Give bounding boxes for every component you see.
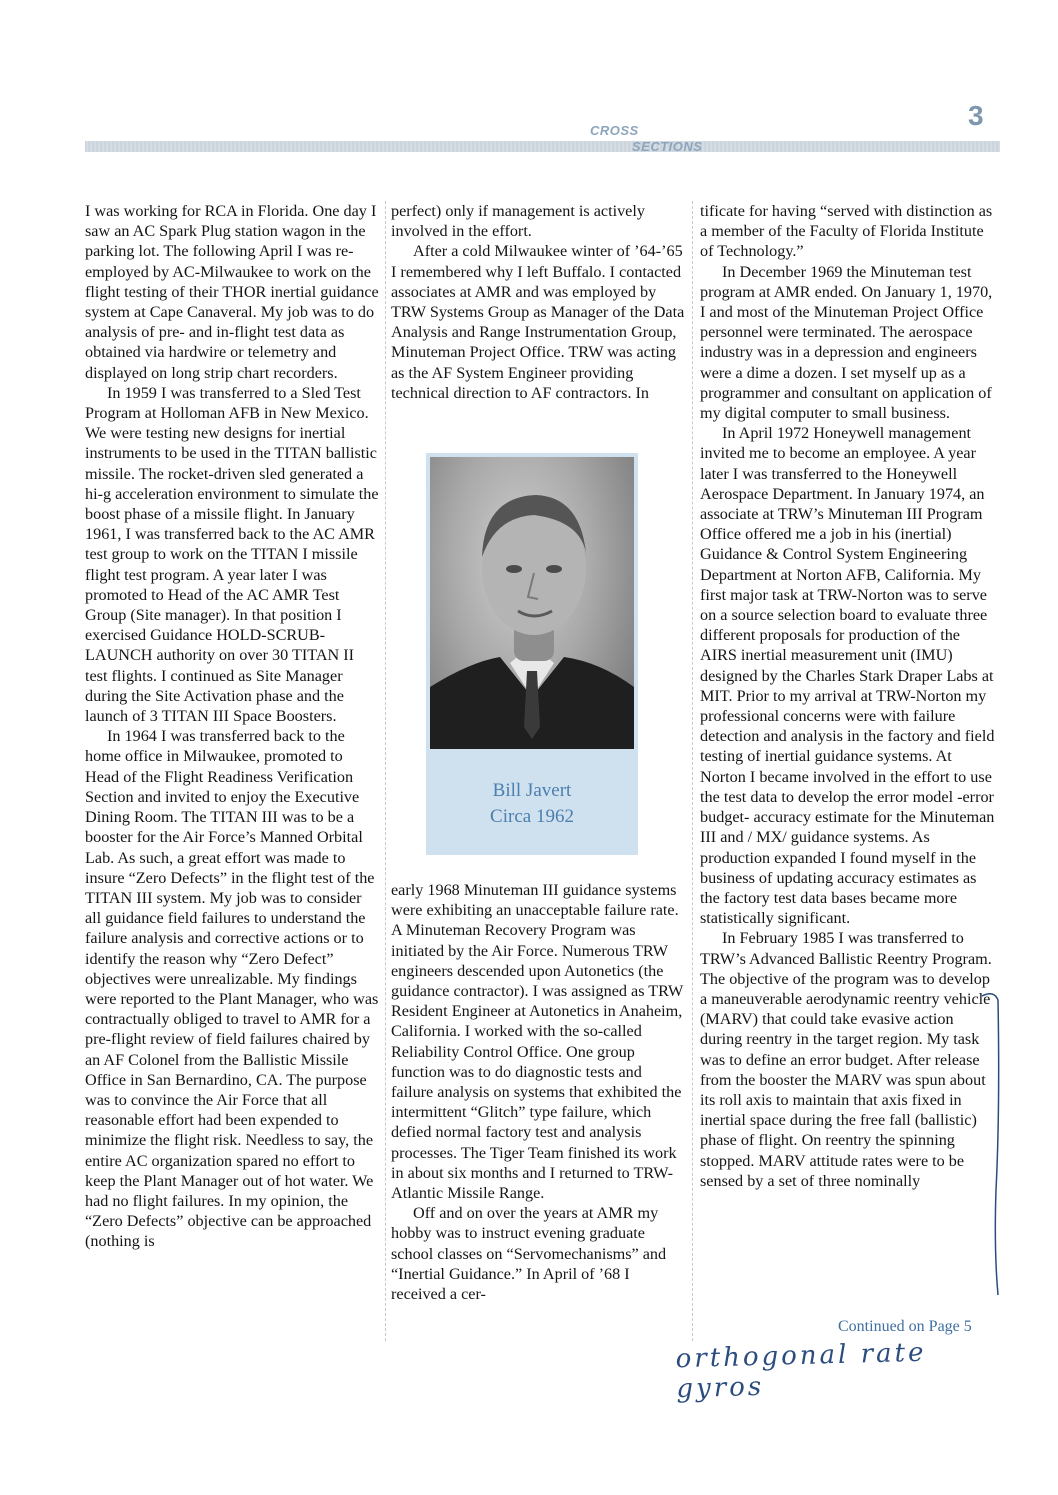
paragraph: In 1959 I was transferred to a Sled Test Program at Holloman AFB in New Mexico. We were testing new designs for inertial instruments to be used in the TITAN ballistic missile. The rocket-driven sled generated a hi-g acceleration environment to simulate the boost phase of a missile flight. In January 1961, I was transferred back to the AC AMR test group to work on the TITAN I missile flight test program. A year later I was promoted to Head of the AC AMR Test Group (Site manager). In that position I exercised Guidance HOLD-SCRUB-LAUNCH authority on over 30 TITAN II test flights. I continued as Site Manager during the Site Activation phase and the launch of 3 TITAN III Space Boosters. — [85, 383, 379, 726]
handwritten-annotation: orthogonal rate gyros — [675, 1337, 927, 1405]
paragraph: In December 1969 the Minuteman test program at AMR ended. On January 1, 1970, I and most of the Minuteman Project Office personnel were terminated. The aerospace industry was in a depression and engineers were a dime a dozen. I set myself up as a programmer and consultant on application of my digital computer to small business. — [700, 262, 993, 423]
photo-caption-name: Bill Javert — [492, 780, 572, 801]
portrait-photo — [430, 457, 634, 749]
paragraph: In 1964 I was transferred back to the home office in Milwaukee, promoted to Head of the Flight Readiness Verification Section and invited to enjoy the Executive Dining Room. The TITAN III was to be a booster for the Air Force’s Manned Orbital Lab. As such, a great effort was made to insure “Zero Defects” in the flight test of the TITAN III system. My job was to consider all guidance field failures to understand the failure analysis and corrective actions or to identify the reason why “Zero Defect” objectives were unrealizable. My findings were reported to the Plant Manager, who was contractually obliged to travel to AMR for a pre-flight review of field failures chaired by an AF Colonel from the Ballistic Missile Office in San Bernardino, CA. The purpose was to convince the Air Force that all reasonable effort had been expended to minimize the flight risk. Needless to say, the entire AC organization spared no effort to keep the Plant Manager out of hot water. We had no flight failures. In my opinion, the “Zero Defects” objective can be approached (nothing is — [85, 727, 379, 1251]
column-divider — [692, 201, 693, 1341]
article-column-1 — [85, 201, 379, 1252]
paragraph: Off and on over the years at AMR my hobby was to instruct evening graduate school classes on “Servomechanisms” and “Inertial Guidance.” In April of ’68 I received a cer- — [391, 1204, 667, 1304]
article-column-3 — [700, 201, 996, 1191]
paragraph: In February 1985 I was transferred to TRW’s Advanced Ballistic Reentry Program. The objective of the program was to develop a maneuverable aerodynamic reentry vehicle (MARV) that could take evasive action during reentry in the target region. My task was to define an error budget. After release from the booster the MARV was spun about its roll axis to maintain that axis fixed in inertial space during the free fall (ballistic) phase of flight. On reentry the spinning stopped. MARV attitude rates were to be sensed by a set of three nominally — [700, 929, 992, 1190]
page-number: 3 — [968, 100, 984, 131]
continued-on-page-link[interactable]: Continued on Page 5 — [838, 1318, 972, 1335]
article-column-2-top — [391, 201, 685, 403]
brand-logo-cross: CROSS — [590, 123, 639, 138]
article-column-2-bottom — [391, 880, 685, 1304]
paragraph: In April 1972 Honeywell management invited me to become an employee. A year later I was transferred to the Honeywell Aerospace Department. In January 1974, an associate at TRW’s Minuteman III Program Office offered me a job in his (inertial) Guidance & Control System Engineering Department at Norton AFB, California. My first major task at TRW-Norton was to serve on a source selection board to evaluate three different proposals for production of the AIRS inertial measurement unit (IMU) designed by the Charles Stark Draper Labs at MIT. Prior to my arrival at TRW-Norton my professional concerns were with failure detection and analysis in the factory and field testing of inertial guidance systems. At Norton I became involved in the effort to use the test data to develop the error model -error budget- accuracy estimate for the Minuteman III and / MX/ guidance systems. As production expanded I found myself in the business of updating accuracy estimates as the factory test data bases became more statistically significant. — [700, 424, 995, 928]
paragraph: tificate for having “served with distinction as a member of the Faculty of Florida Institute of Technology.” — [700, 202, 993, 261]
photo-caption-date: Circa 1962 — [490, 806, 574, 827]
paragraph: After a cold Milwaukee winter of ’64-’65 I remembered why I left Buffalo. I contacted associates at AMR and was employed by TRW Systems Group as Manager of the Data Analysis and Range Instrumentation Group, Minuteman Project Office. TRW was acting as the AF System Engineer providing technical direction to AF contractors. In — [391, 242, 685, 402]
header-rule — [85, 141, 1000, 152]
brand-logo-sections: SECTIONS — [632, 139, 703, 154]
paragraph: perfect) only if management is actively involved in the effort. — [391, 202, 645, 241]
column-divider — [385, 201, 386, 1341]
portrait-figure — [426, 453, 638, 855]
paragraph: early 1968 Minuteman III guidance systems were exhibiting an unacceptable failure rate. A Minuteman Recovery Program was initiated by the Air Force. Numerous TRW engineers descended upon Autonetics (the guidance contractor). I was assigned as TRW Resident Engineer at Autonetics in Anaheim, California. I worked with the so-called Reliability Control Office. One group function was to do diagnostic tests and failure analysis on systems that exhibited the intermittent “Glitch” type failure, which defied normal factory test and analysis processes. The Tiger Team finished its work in about six months and I returned to TRW-Atlantic Missile Range. — [391, 881, 684, 1203]
paragraph: I was working for RCA in Florida. One day I saw an AC Spark Plug station wagon in the parking lot. The following April I was re-employed by AC-Milwaukee to work on the flight testing of their THOR inertial guidance system at Cape Canaveral. My job was to do analysis of pre- and in-flight test data as obtained via hardwire or telemetry and displayed on long strip chart recorders. — [85, 202, 379, 382]
handwritten-margin-bracket-icon — [980, 990, 1010, 1300]
